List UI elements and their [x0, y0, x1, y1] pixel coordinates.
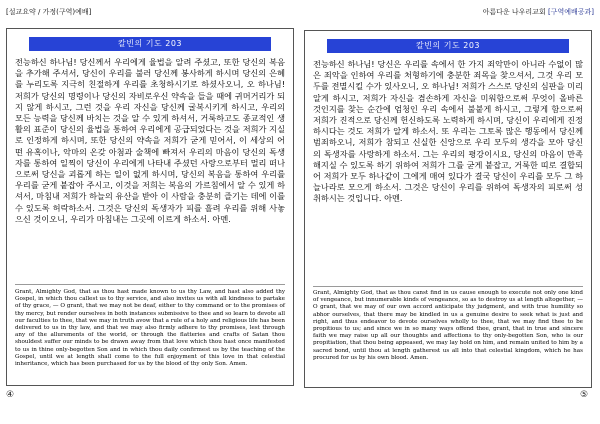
church-name: 아름다운 나우리교회	[482, 8, 546, 16]
right-page-header	[483, 8, 594, 17]
section-divider-left	[15, 284, 285, 285]
header-section-label: [구역예배공과]	[547, 8, 594, 16]
page-number-left: ④	[5, 390, 15, 400]
left-page	[6, 0, 296, 424]
prayer-frame-left	[6, 28, 294, 386]
english-prayer-text-right: Grant, Almighty God, that as thou canst find in us cause enough to execute not only one kind of vengeance, but innumerable kinds of vengeance, so as to destroy us at length altogether, — O grant, that we may of our own accord anticipate thy judgment, and with true humility so abhor ourselves, that there may be kindled in us a genuine desire to seek what is just and right, and thus endeavor to devote ourselves wholly to thee, that we may find thee to be propitious to us; and since we in so many ways offend thee, grant, that in true and sincere faith we may raise up all our thoughts and affections to thy only-begotten Son, who is our propitiation, that thou being appeased, we may lay hold on him, and remain united to him by a sacred bond, until thou at length gatherest us all into that celestial kingdom, which he has procured for us by his own blood. Amen.	[313, 290, 583, 361]
prayer-frame-right	[304, 30, 592, 388]
left-page-header	[6, 8, 91, 17]
section-divider-right	[313, 286, 583, 287]
korean-prayer-text-right: 전능하신 하나님! 당신은 우리를 속에서 한 가지 죄악만이 아니라 수없이 많은 죄악을 인하여 우리를 처형하기에 충분한 죄목을 찾으셔서, 그것 우리 모두를 전멸시킬 수가 있사오니, 오 하나님! 저희가 스스로 당신의 심판을 미리 알게 하시고, 저희가 자신을 겸손하게 자신을 미워함으로써 무엇이 올바른 것인지를 찾는 순간에 엄청인 우리 속에서 불붙게 하시고, 그렇게 함으로써 저희가 진적으로 당신께 헌신하도록 노력하게 하시며, 당신이 우리에게 진정하시다는 것도 저희가 알게 하소서. 또 우리는 그토록 많은 행동에서 당신께 범죄하오니, 저희가 참되고 신실한 신앙으로 우리 모두의 생각을 모아 당신의 독생자를 사랑하게 하소서. 그는 우리의 평강이시요, 당신의 마음이 만족해지실 수 있도록 하기 위하여 저희가 그를 굳게 붙잡고, 거룩한 띠로 결합되어 저희가 모두 하나같이 그에게 매여 있다가 결국 당신이 우리를 모두 그 하늘나라로 모으게 하소서. 그것은 당신이 우리를 위하여 독생자의 피로써 성취하시는 것입니다. 아멘.	[313, 59, 583, 204]
page-number-right: ⑤	[579, 390, 589, 400]
right-page	[304, 0, 594, 424]
korean-prayer-text-left: 전능하신 하나님! 당신께서 우리에게 율법을 알려 주셨고, 또한 당신의 복음을 추가해 주셔서, 당신이 우리를 불러 당신께 봉사하게 하시며 당신의 은혜를 누리도록 지극히 친절하게 우리를 초청하시기로 하셨사오니, 오 하나님! 저희가 당신의 명령이나 당신의 자비로우신 약속을 들을 때에 귀머거리가 되지 않게 하시고, 그런 것을 우리 자신을 당신께 굴복시키게 하시고, 우리의 모든 능력을 당신께 바치는 것을 알 수 있게 하셔서, 거룩하고도 종교적인 생활의 표준이 당신의 율법을 통하여 우리에게 공급되었다는 것을 저희가 지실로 인정하게 하시며, 또한 당신의 약속을 저희가 굳게 믿어서, 이 세상의 어떤 유혹이나, 악마의 온갖 아첨과 술책에 빠져서 우리의 마음이 당신의 독생자를 통하여 일찍이 당신이 우리에게 나타내 주셨던 사랑으로부터 멀리 떠나으로써 당신을 괴롭게 하는 일이 없게 하시며, 당신의 복음을 통하여 우리를 우리를 굳게 붙잡아 주시고, 이것을 저희는 복음의 가르침에서 알 수 있게 하셔서, 마침내 저희가 하늘의 유산을 받아 이 사람을 충분히 즐기는 데에 이를 수 있도록 허락하소서. 그것은 당신의 독생자가 피를 흘려 우리를 위해 사놓으신 것이오니, 우리가 마침내는 그곳에 이르게 하소서. 아멘.	[15, 57, 285, 224]
header-section-label: [설교요약 / 가정(구역)예배]	[6, 8, 92, 16]
prayer-title-left: 칼빈의 기도 203	[29, 37, 271, 51]
english-prayer-text-left: Grant, Almighty God, that as thou hast made known to us thy Law, and hast also added thy Gospel, in which thou callest us to thy service, and also invites us with all kindness to partake of thy grace, — O grant, that we may not be deaf, either to thy command or to the promises of thy mercy, but render ourselves in both instances submissive to thee and so learn to devote all our faculties to thee, that we may in truth avow that a rule of a holy and religious life has been delivered to us in thy law, and that we may also firmly adhere to thy promises, lest through any of the allurements of the world, or through the flatteries and crafts of Satan thou shouldest suffer our minds to be drawn away from that love which thou hast once manifested to us in thine only-begotten Son and in which thou daily confirmest us by the teaching of the Gospel, until we at length shall come to the full enjoyment of this love in that celestial inheritance, which has been purchased for us by the blood of thy only Son. Amen.	[15, 289, 285, 368]
prayer-title-right: 칼빈의 기도 203	[327, 39, 569, 53]
